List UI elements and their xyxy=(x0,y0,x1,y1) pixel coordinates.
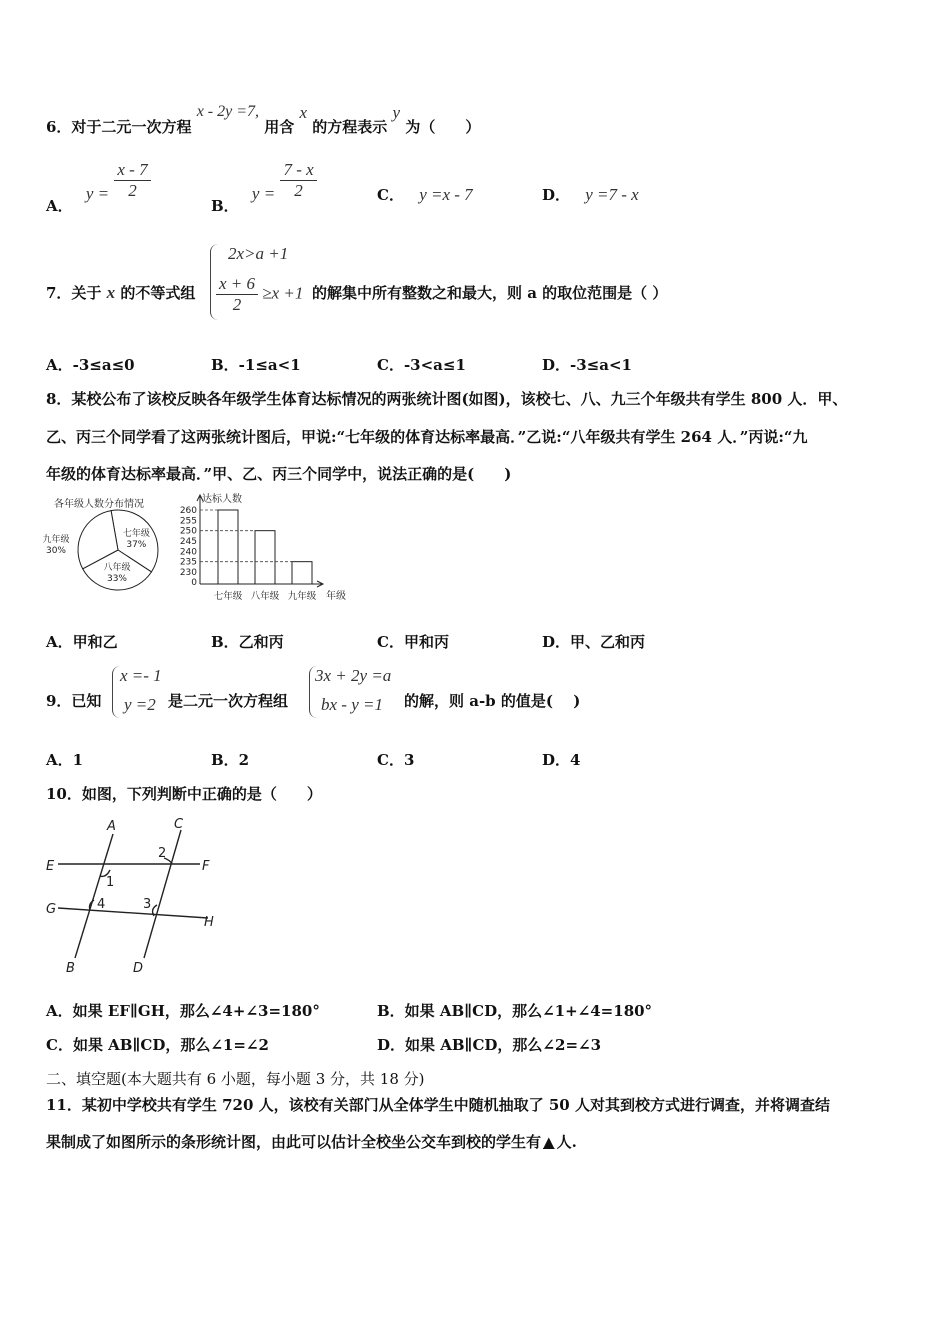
y-tick-label: 235 xyxy=(179,557,197,568)
answer-blank[interactable]: ▲ xyxy=(543,1133,555,1151)
q7-ineq2: $\frac{x + 6}{2}$ ≥x +1 xyxy=(216,274,303,315)
pie-percent-label: 33% xyxy=(106,573,128,584)
y-tick-label: 0 xyxy=(191,578,197,588)
y-tick-label: 230 xyxy=(179,568,197,578)
pie-category-label: 七年级 xyxy=(122,528,150,539)
y-tick-label: 245 xyxy=(179,537,197,547)
label-4: 4 xyxy=(97,897,106,912)
q10-option-c[interactable]: C．如果 AB∥CD，那么∠1=∠2 xyxy=(46,1036,269,1054)
q9-option-b[interactable]: B．2 xyxy=(211,751,250,769)
pie-percent-label: 30% xyxy=(45,546,67,556)
y-tick-label: 240 xyxy=(179,547,197,558)
y-tick-label: 255 xyxy=(179,516,197,527)
q8-option-b[interactable]: B．乙和丙 xyxy=(211,633,284,651)
q6-var-x: x xyxy=(299,103,308,122)
q9-option-a[interactable]: A．1 xyxy=(46,751,84,769)
q8-option-d[interactable]: D．甲、乙和丙 xyxy=(542,633,646,651)
q7-stem-c: 的解集中所有整数之和最大，则 a 的取位范围是（ ） xyxy=(312,284,668,302)
section-heading: 二、填空题(本大题共有 6 小题，每小题 3 分，共 18 分) xyxy=(46,1070,425,1088)
q9-sys1-b: y =2 xyxy=(124,695,156,714)
q6-option-b[interactable]: B． y = $\frac{7 - x}{2}$ xyxy=(211,160,317,201)
q9-sys2-a: 3x + 2y =a xyxy=(315,666,392,685)
x-tick-label: 九年级 xyxy=(287,591,317,602)
line-gh xyxy=(58,908,208,918)
bar-3 xyxy=(292,562,312,584)
q10-option-b[interactable]: B．如果 AB∥CD，那么∠1+∠4=180° xyxy=(377,1002,653,1020)
q8-line1: 8．某校公布了该校反映各年级学生体育达标情况的两张统计图(如图)，该校七、八、九三个年级共有学生 800 人．甲、 xyxy=(46,390,848,408)
q9-text-c: 的解，则 a-b 的值是( ) xyxy=(404,692,581,710)
pie-category-label: 八年级 xyxy=(103,562,131,573)
label-a: A xyxy=(107,819,116,834)
q7-option-b[interactable]: B．-1≤a<1 xyxy=(211,356,301,374)
q10-option-a[interactable]: A．如果 EF∥GH，那么∠4+∠3=180° xyxy=(46,1002,320,1020)
pie-percent-label: 37% xyxy=(126,539,147,550)
line-ab xyxy=(75,834,113,958)
y-tick-label: 260 xyxy=(179,506,197,516)
bar-2 xyxy=(255,531,275,584)
q6-text-d: 为（ ） xyxy=(405,118,481,136)
q7-option-a[interactable]: A．-3≤a≤0 xyxy=(46,356,135,374)
label-3: 3 xyxy=(143,897,152,912)
q8-option-a[interactable]: A．甲和乙 xyxy=(46,633,118,651)
bar-chart-ylabel: 达标人数 xyxy=(202,494,242,505)
x-tick-label: 八年级 xyxy=(250,591,280,602)
bar-chart-xlabel: 年级 xyxy=(326,591,346,602)
label-2: 2 xyxy=(158,846,167,861)
y-tick-label: 250 xyxy=(179,526,197,537)
label-g: G xyxy=(46,902,57,917)
q7-option-d[interactable]: D．-3≤a<1 xyxy=(542,356,632,374)
q9-text-b: 是二元一次方程组 xyxy=(168,692,289,710)
q6-equation: x - 2y =7, xyxy=(196,103,260,120)
bar-chart xyxy=(172,492,357,606)
q9-option-d[interactable]: D．4 xyxy=(542,751,581,769)
label-d: D xyxy=(133,961,144,976)
q10-figure xyxy=(40,812,230,980)
q10-option-d[interactable]: D．如果 AB∥CD，那么∠2=∠3 xyxy=(377,1036,602,1054)
label-h: H xyxy=(204,915,214,930)
x-tick-label: 七年级 xyxy=(213,591,243,602)
q7-ineq1: 2x>a +1 xyxy=(228,244,289,263)
bar-1 xyxy=(218,510,238,584)
q8-option-c[interactable]: C．甲和丙 xyxy=(377,633,449,651)
q9-sys1-a: x =- 1 xyxy=(120,666,162,685)
q11-line1: 11．某初中学校共有学生 720 人，该校有关部门从全体学生中随机抽取了 50 人对其到校方式进行调查，并将调查结 xyxy=(46,1096,830,1114)
label-1: 1 xyxy=(106,875,115,890)
label-c: C xyxy=(174,817,184,832)
label-f: F xyxy=(202,859,210,874)
q6-text-a: 6．对于二元一次方程 xyxy=(46,118,192,136)
q10-stem: 10．如图，下列判断中正确的是（ ） xyxy=(46,785,322,803)
pie-category-label: 九年级 xyxy=(42,535,70,545)
q9-text-a: 9．已知 xyxy=(46,692,102,710)
label-e: E xyxy=(46,859,55,874)
q7-option-c[interactable]: C．-3<a≤1 xyxy=(377,356,466,374)
q11-line2: 果制成了如图所示的条形统计图，由此可以估计全校坐公交车到校的学生有 ▲ 人. xyxy=(46,1133,577,1151)
pie-chart xyxy=(40,494,170,594)
q6-var-y: y xyxy=(392,103,401,122)
pie-chart-title: 各年级人数分布情况 xyxy=(54,499,144,510)
q6-text-b: 用含 xyxy=(264,118,295,136)
q6-stem xyxy=(46,103,481,152)
q6-option-a[interactable]: A． y = $\frac{x - 7}{2}$ xyxy=(46,160,151,201)
q8-line3: 年级的体育达标率最高．”甲、乙、丙三个同学中，说法正确的是( ) xyxy=(46,465,512,483)
q7-stem-a: 7．关于 x 的不等式组 xyxy=(46,283,196,302)
q9-sys2-b: bx - y =1 xyxy=(321,695,383,714)
q8-line2: 乙、丙三个同学看了这两张统计图后，甲说:“七年级的体育达标率最高．”乙说:“八年级共有学生 264 人．”丙说:“九 xyxy=(46,428,808,446)
q6-option-c[interactable]: C． y =x - 7 xyxy=(377,185,473,204)
q6-text-c: 的方程表示 xyxy=(312,118,388,136)
label-b: B xyxy=(66,961,75,976)
q6-option-d[interactable]: D． y =7 - x xyxy=(542,185,639,204)
q9-option-c[interactable]: C．3 xyxy=(377,751,415,769)
